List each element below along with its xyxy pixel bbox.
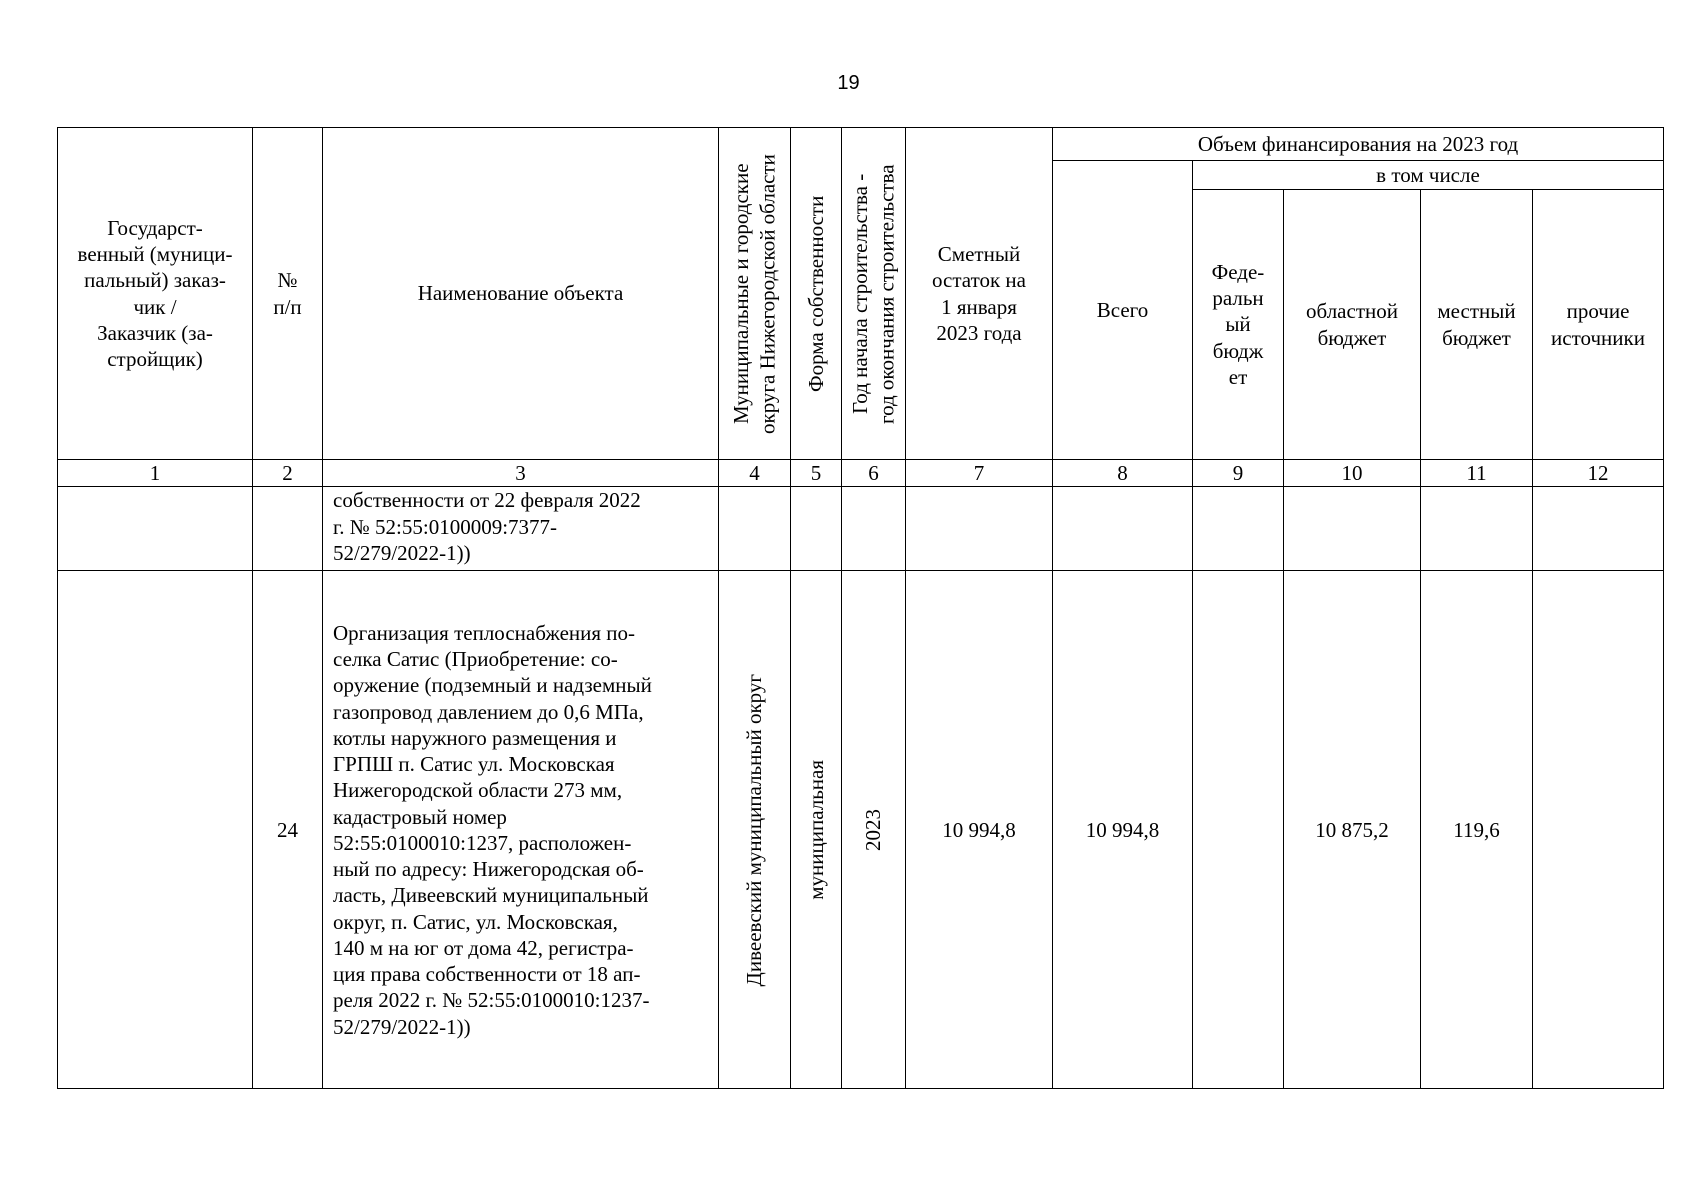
column-number: 10 [1284,460,1421,487]
cell-regional [1284,487,1421,571]
header-customer: Государст- венный (муници- пальный) заказ- чик / Заказчик (за- стройщик) [58,128,253,460]
header-local-budget: местный бюджет [1421,190,1533,460]
cell-other [1533,487,1664,571]
header-years [842,128,906,460]
column-number: 9 [1193,460,1284,487]
column-number: 11 [1421,460,1533,487]
cell-regional: 10 875,2 [1284,571,1421,1089]
cell-district-text: Дивеевский муниципальный округ [742,673,767,986]
table-row [58,571,1664,1089]
cell-estimate-balance [906,487,1053,571]
column-number: 5 [791,460,842,487]
cell-num: 24 [253,571,323,1089]
column-number: 3 [323,460,719,487]
header-other-sources: прочие источники [1533,190,1664,460]
cell-federal [1193,487,1284,571]
header-municipal-district [719,128,791,460]
cell-customer [58,487,253,571]
cell-district [719,487,791,571]
header-municipal-district-text: Муниципальные и городские округа Нижегородской области [729,153,780,434]
cell-years-text: 2023 [861,808,886,851]
cell-object-name: Организация теплоснабжения по- селка Сатис (Приобретение: со- оружение (подземный и надземный газопровод давлением до 0,6 МПа, котлы наружного размещения и ГРПШ п. Сатис ул. Московская Нижегородской области 273 мм, кадастровый номер 52:55:0100010:1237, расположен- ный по адресу: Нижегородская об- ласть, Дивеевский муниципальный округ, п. Сатис, ул. Московская, 140 м на юг от дома 42, регистра- ция права собственности от 18 ап- реля 2022 г. № 52:55:0100010:1237- 52/279/2022-1)) [323,571,719,1089]
cell-other [1533,571,1664,1089]
cell-object-name: собственности от 22 февраля 2022 г. № 52:55:0100009:7377- 52/279/2022-1)) [323,487,719,571]
cell-local: 119,6 [1421,571,1533,1089]
column-number-row [58,460,1664,487]
cell-total [1053,487,1193,571]
header-row-1 [58,128,1664,161]
cell-local [1421,487,1533,571]
cell-ownership-text: муниципальная [803,759,828,900]
page-number: 19 [837,72,860,94]
cell-num [253,487,323,571]
header-including: в том числе [1193,161,1664,190]
column-number: 12 [1533,460,1664,487]
column-number: 7 [906,460,1053,487]
cell-total: 10 994,8 [1053,571,1193,1089]
column-number: 4 [719,460,791,487]
column-number: 2 [253,460,323,487]
cell-years [842,487,906,571]
header-estimate-balance: Сметный остаток на 1 января 2023 года [906,128,1053,460]
header-federal-budget: Феде- ральн ый бюдж ет [1193,190,1284,460]
financing-table [57,127,1664,1089]
column-number: 1 [58,460,253,487]
table-row [58,487,1664,571]
cell-estimate-balance: 10 994,8 [906,571,1053,1089]
header-ownership [791,128,842,460]
cell-federal [1193,571,1284,1089]
header-years-text: Год начала строительства - год окончания строительства [848,163,899,424]
cell-customer [58,571,253,1089]
column-number: 8 [1053,460,1193,487]
header-ownership-text: Форма собственности [803,195,828,392]
column-number: 6 [842,460,906,487]
cell-ownership [791,571,842,1089]
header-num: № п/п [253,128,323,460]
header-object-name: Наименование объекта [323,128,719,460]
header-regional-budget: областной бюджет [1284,190,1421,460]
cell-district [719,571,791,1089]
header-funding-volume: Объем финансирования на 2023 год [1053,128,1664,161]
cell-ownership [791,487,842,571]
cell-years [842,571,906,1089]
header-total: Всего [1053,161,1193,460]
